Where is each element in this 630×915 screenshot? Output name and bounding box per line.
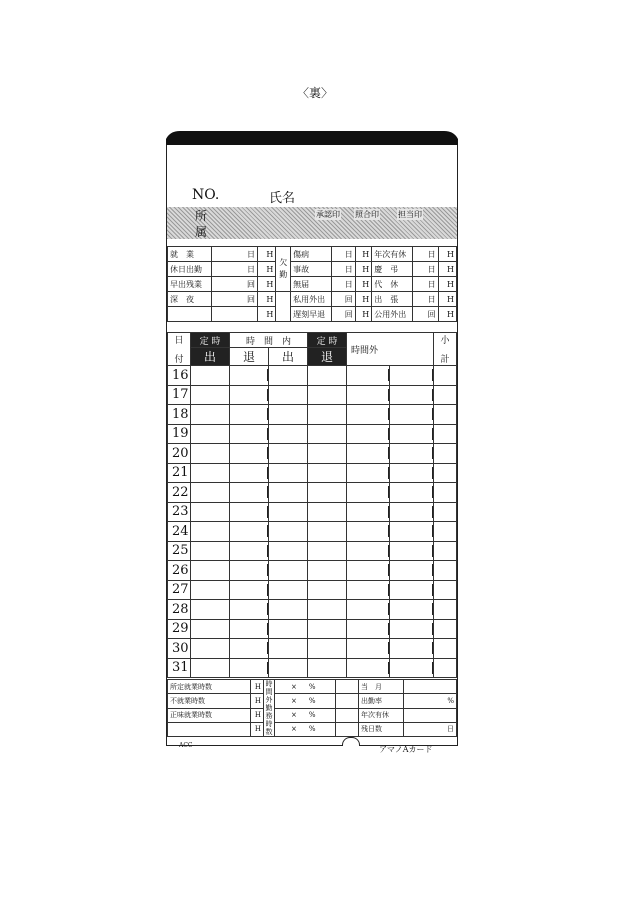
time-cell[interactable] bbox=[347, 405, 390, 425]
return-header: 出 bbox=[269, 348, 308, 366]
summary-label: 慶 弔 bbox=[372, 262, 413, 277]
time-cell[interactable] bbox=[191, 463, 230, 483]
card-brand: アマノAカード bbox=[379, 745, 433, 754]
totals-label: 正味就業時数 bbox=[168, 708, 251, 722]
summary-unit: 回 bbox=[331, 307, 355, 322]
time-cell[interactable] bbox=[230, 561, 269, 581]
time-cell[interactable] bbox=[308, 424, 347, 444]
totals-unit: H bbox=[251, 694, 264, 708]
time-cell[interactable] bbox=[308, 522, 347, 542]
percent-sign: % bbox=[308, 682, 316, 691]
rate-cell bbox=[275, 722, 336, 736]
totals-label bbox=[168, 722, 251, 736]
totals-row bbox=[168, 722, 457, 736]
time-cell[interactable] bbox=[390, 483, 434, 503]
time-cell[interactable] bbox=[347, 502, 390, 522]
time-cell[interactable] bbox=[269, 424, 308, 444]
summary-unit: 日 bbox=[212, 262, 258, 277]
multiply-sign: × bbox=[291, 696, 297, 705]
summary-label: 代 休 bbox=[372, 277, 413, 292]
verification-stamp-label: 照合印 bbox=[355, 210, 379, 219]
in-header: 出 bbox=[191, 348, 230, 366]
summary-unit: 日 bbox=[331, 247, 355, 262]
summary-unit: 日 bbox=[212, 247, 258, 262]
time-cell[interactable] bbox=[269, 580, 308, 600]
summary-label: 事故 bbox=[291, 262, 332, 277]
time-cell[interactable] bbox=[390, 522, 434, 542]
time-cell[interactable] bbox=[230, 385, 269, 405]
totals-right-unit bbox=[404, 680, 457, 694]
time-cell[interactable] bbox=[434, 561, 457, 581]
blank-cell bbox=[336, 694, 359, 708]
time-cell[interactable] bbox=[269, 385, 308, 405]
time-cell[interactable] bbox=[269, 639, 308, 659]
time-cell[interactable] bbox=[434, 522, 457, 542]
totals-right-unit: % bbox=[404, 694, 457, 708]
no-label: NO. bbox=[192, 187, 220, 203]
time-cell[interactable] bbox=[269, 483, 308, 503]
out-header: 退 bbox=[308, 348, 347, 366]
day-number: 29 bbox=[168, 619, 191, 639]
totals-right-unit bbox=[404, 708, 457, 722]
time-cell[interactable] bbox=[347, 580, 390, 600]
time-cell[interactable] bbox=[390, 619, 434, 639]
totals-right-label: 出勤率 bbox=[359, 694, 404, 708]
totals-right-unit: 日 bbox=[404, 722, 457, 736]
day-row bbox=[168, 483, 457, 503]
blank-cell bbox=[336, 680, 359, 694]
day-number: 28 bbox=[168, 600, 191, 620]
summary-hours: H bbox=[438, 247, 456, 262]
time-cell[interactable] bbox=[390, 463, 434, 483]
time-cell[interactable] bbox=[230, 541, 269, 561]
time-cell[interactable] bbox=[191, 366, 230, 386]
summary-hours: H bbox=[438, 262, 456, 277]
rate-cell bbox=[275, 694, 336, 708]
summary-hours: H bbox=[438, 307, 456, 322]
time-cell[interactable] bbox=[347, 366, 390, 386]
time-cell[interactable] bbox=[308, 541, 347, 561]
overtime-header: 時間外 bbox=[347, 333, 434, 366]
percent-sign: % bbox=[308, 696, 316, 705]
leave-header: 退 bbox=[230, 348, 269, 366]
summary-label: 休日出勤 bbox=[168, 262, 212, 277]
time-cell[interactable] bbox=[269, 600, 308, 620]
acc-mark: ACC bbox=[179, 742, 193, 749]
page-heading: 〈裏〉 bbox=[296, 86, 333, 100]
day-number: 24 bbox=[168, 522, 191, 542]
regular-out-header: 定 時 bbox=[308, 333, 347, 348]
summary-row bbox=[168, 307, 457, 322]
summary-hours: H bbox=[438, 292, 456, 307]
time-cell[interactable] bbox=[434, 405, 457, 425]
time-cell[interactable] bbox=[434, 639, 457, 659]
time-cell[interactable] bbox=[347, 385, 390, 405]
time-cell[interactable] bbox=[269, 522, 308, 542]
summary-row bbox=[168, 247, 457, 262]
day-row bbox=[168, 522, 457, 542]
time-cell[interactable] bbox=[308, 385, 347, 405]
summary-unit: 日 bbox=[412, 277, 438, 292]
day-row bbox=[168, 424, 457, 444]
summary-unit: 回 bbox=[412, 307, 438, 322]
day-header-1: 日 bbox=[174, 336, 184, 346]
day-row bbox=[168, 619, 457, 639]
department-label-1: 所 bbox=[195, 209, 208, 223]
totals-row bbox=[168, 708, 457, 722]
time-cell[interactable] bbox=[269, 502, 308, 522]
day-row bbox=[168, 600, 457, 620]
time-cell[interactable] bbox=[390, 600, 434, 620]
time-cell[interactable] bbox=[191, 502, 230, 522]
summary-label: 無届 bbox=[291, 277, 332, 292]
day-row bbox=[168, 502, 457, 522]
blank-cell bbox=[336, 708, 359, 722]
time-cell[interactable] bbox=[308, 502, 347, 522]
day-number: 31 bbox=[168, 658, 191, 678]
time-cell[interactable] bbox=[390, 580, 434, 600]
blank-cell bbox=[336, 722, 359, 736]
time-cell[interactable] bbox=[390, 424, 434, 444]
time-cell[interactable] bbox=[347, 483, 390, 503]
time-cell[interactable] bbox=[269, 541, 308, 561]
day-number: 17 bbox=[168, 385, 191, 405]
summary-label: 公用外出 bbox=[372, 307, 413, 322]
time-cell[interactable] bbox=[308, 639, 347, 659]
absence-label: 欠勤 bbox=[276, 247, 291, 292]
time-cell[interactable] bbox=[390, 561, 434, 581]
summary-hours: H bbox=[257, 292, 275, 307]
time-cell[interactable] bbox=[308, 580, 347, 600]
time-cell[interactable] bbox=[347, 600, 390, 620]
totals-right-label: 当 月 bbox=[359, 680, 404, 694]
time-cell[interactable] bbox=[308, 561, 347, 581]
summary-hours: H bbox=[355, 292, 372, 307]
summary-label bbox=[168, 307, 212, 322]
time-cell[interactable] bbox=[434, 483, 457, 503]
time-cell[interactable] bbox=[191, 639, 230, 659]
time-cell[interactable] bbox=[347, 463, 390, 483]
regular-in-header: 定 時 bbox=[191, 333, 230, 348]
day-row bbox=[168, 385, 457, 405]
summary-hours: H bbox=[355, 307, 372, 322]
day-row bbox=[168, 541, 457, 561]
summary-unit: 日 bbox=[331, 277, 355, 292]
summary-label: 深 夜 bbox=[168, 292, 212, 307]
rate-cell bbox=[275, 708, 336, 722]
multiply-sign: × bbox=[291, 682, 297, 691]
time-cell[interactable] bbox=[434, 385, 457, 405]
card-top-band bbox=[166, 131, 458, 145]
time-cell[interactable] bbox=[191, 619, 230, 639]
time-cell[interactable] bbox=[308, 483, 347, 503]
summary-label: 年次有休 bbox=[372, 247, 413, 262]
time-cell[interactable] bbox=[347, 619, 390, 639]
day-number: 25 bbox=[168, 541, 191, 561]
summary-hours: H bbox=[257, 247, 275, 262]
time-cell[interactable] bbox=[347, 522, 390, 542]
summary-unit: 回 bbox=[331, 292, 355, 307]
time-cell[interactable] bbox=[230, 658, 269, 678]
within-hours-header: 時 間 内 bbox=[230, 333, 308, 348]
summary-label: 早出残業 bbox=[168, 277, 212, 292]
day-row bbox=[168, 580, 457, 600]
summary-hours: H bbox=[355, 262, 372, 277]
time-cell[interactable] bbox=[191, 580, 230, 600]
day-row bbox=[168, 639, 457, 659]
time-cell[interactable] bbox=[308, 366, 347, 386]
totals-unit: H bbox=[251, 708, 264, 722]
time-cell[interactable] bbox=[434, 366, 457, 386]
summary-row bbox=[168, 292, 457, 307]
multiply-sign: × bbox=[291, 725, 297, 734]
time-cell[interactable] bbox=[191, 658, 230, 678]
time-cell[interactable] bbox=[308, 405, 347, 425]
summary-unit: 日 bbox=[412, 262, 438, 277]
day-row bbox=[168, 561, 457, 581]
time-cell[interactable] bbox=[434, 541, 457, 561]
time-cell[interactable] bbox=[230, 619, 269, 639]
totals-unit: H bbox=[251, 680, 264, 694]
day-number: 22 bbox=[168, 483, 191, 503]
summary-row bbox=[168, 262, 457, 277]
time-cell[interactable] bbox=[347, 658, 390, 678]
time-cell[interactable] bbox=[230, 639, 269, 659]
day-number: 26 bbox=[168, 561, 191, 581]
time-cell[interactable] bbox=[269, 405, 308, 425]
time-cell[interactable] bbox=[347, 424, 390, 444]
time-cell[interactable] bbox=[230, 502, 269, 522]
time-cell[interactable] bbox=[191, 600, 230, 620]
time-cell[interactable] bbox=[390, 658, 434, 678]
summary-hours: H bbox=[257, 262, 275, 277]
day-number: 21 bbox=[168, 463, 191, 483]
time-cell[interactable] bbox=[434, 502, 457, 522]
time-cell[interactable] bbox=[434, 600, 457, 620]
time-cell[interactable] bbox=[230, 580, 269, 600]
time-cell[interactable] bbox=[308, 619, 347, 639]
rate-cell bbox=[275, 680, 336, 694]
time-cell[interactable] bbox=[308, 444, 347, 464]
summary-unit: 日 bbox=[331, 262, 355, 277]
summary-label: 就 業 bbox=[168, 247, 212, 262]
time-cell[interactable] bbox=[269, 366, 308, 386]
day-number: 16 bbox=[168, 366, 191, 386]
subtotal-header-2: 計 bbox=[440, 355, 450, 365]
day-number: 27 bbox=[168, 580, 191, 600]
time-cell[interactable] bbox=[434, 444, 457, 464]
time-cell[interactable] bbox=[230, 600, 269, 620]
summary-table bbox=[167, 246, 457, 322]
day-row bbox=[168, 444, 457, 464]
day-number: 20 bbox=[168, 444, 191, 464]
time-cell[interactable] bbox=[191, 522, 230, 542]
day-number: 18 bbox=[168, 405, 191, 425]
time-cell[interactable] bbox=[230, 463, 269, 483]
day-row bbox=[168, 658, 457, 678]
summary-hours: H bbox=[355, 247, 372, 262]
summary-hours: H bbox=[355, 277, 372, 292]
time-cell[interactable] bbox=[230, 444, 269, 464]
time-cell[interactable] bbox=[390, 541, 434, 561]
time-cell[interactable] bbox=[191, 385, 230, 405]
time-cell[interactable] bbox=[191, 424, 230, 444]
time-cell[interactable] bbox=[308, 600, 347, 620]
time-cell[interactable] bbox=[230, 366, 269, 386]
totals-right-label: 年次有休 bbox=[359, 708, 404, 722]
summary-unit: 日 bbox=[412, 247, 438, 262]
summary-label: 私用外出 bbox=[291, 292, 332, 307]
time-cell[interactable] bbox=[390, 639, 434, 659]
time-cell[interactable] bbox=[269, 619, 308, 639]
staff-stamp-label: 担当印 bbox=[398, 210, 422, 219]
day-row bbox=[168, 405, 457, 425]
time-cell[interactable] bbox=[230, 483, 269, 503]
time-cell[interactable] bbox=[347, 639, 390, 659]
summary-hours: H bbox=[257, 277, 275, 292]
totals-table bbox=[167, 679, 457, 737]
time-card bbox=[166, 131, 458, 754]
time-cell[interactable] bbox=[434, 658, 457, 678]
day-row bbox=[168, 366, 457, 386]
time-cell[interactable] bbox=[390, 366, 434, 386]
time-cell[interactable] bbox=[269, 658, 308, 678]
time-cell[interactable] bbox=[230, 405, 269, 425]
time-cell[interactable] bbox=[269, 561, 308, 581]
time-cell[interactable] bbox=[191, 483, 230, 503]
time-cell[interactable] bbox=[347, 561, 390, 581]
time-cell[interactable] bbox=[191, 444, 230, 464]
time-cell[interactable] bbox=[434, 580, 457, 600]
subtotal-header-1: 小 bbox=[440, 336, 450, 346]
time-cell[interactable] bbox=[269, 444, 308, 464]
time-cell[interactable] bbox=[390, 502, 434, 522]
card-frame bbox=[166, 145, 458, 754]
approval-stamp-label: 承認印 bbox=[316, 210, 340, 219]
time-cell[interactable] bbox=[390, 444, 434, 464]
time-cell[interactable] bbox=[347, 541, 390, 561]
percent-sign: % bbox=[308, 725, 316, 734]
day-header-2: 付 bbox=[174, 355, 184, 365]
time-cell[interactable] bbox=[390, 385, 434, 405]
time-cell[interactable] bbox=[191, 405, 230, 425]
totals-label: 不就業時数 bbox=[168, 694, 251, 708]
summary-label: 遅刻早退 bbox=[291, 307, 332, 322]
blank-cell bbox=[276, 292, 291, 322]
day-row bbox=[168, 463, 457, 483]
totals-right-label: 残日数 bbox=[359, 722, 404, 736]
summary-hours: H bbox=[438, 277, 456, 292]
totals-unit: H bbox=[251, 722, 264, 736]
name-label: 氏名 bbox=[269, 191, 296, 206]
day-number: 23 bbox=[168, 502, 191, 522]
summary-row bbox=[168, 277, 457, 292]
totals-row bbox=[168, 680, 457, 694]
time-cell[interactable] bbox=[308, 463, 347, 483]
department-label-2: 属 bbox=[195, 225, 208, 239]
summary-unit: 日 bbox=[412, 292, 438, 307]
time-cell[interactable] bbox=[434, 619, 457, 639]
card-notch bbox=[342, 737, 360, 746]
summary-label: 出 張 bbox=[372, 292, 413, 307]
time-cell[interactable] bbox=[347, 444, 390, 464]
summary-unit bbox=[212, 307, 258, 322]
time-cell[interactable] bbox=[191, 541, 230, 561]
day-number: 19 bbox=[168, 424, 191, 444]
time-cell[interactable] bbox=[390, 405, 434, 425]
time-cell[interactable] bbox=[434, 463, 457, 483]
time-cell[interactable] bbox=[434, 424, 457, 444]
time-grid bbox=[167, 332, 457, 678]
totals-row bbox=[168, 694, 457, 708]
overtime-hours-vertical-label: 時間外勤務時数 bbox=[265, 680, 273, 736]
summary-hours: H bbox=[257, 307, 275, 322]
time-cell[interactable] bbox=[308, 658, 347, 678]
multiply-sign: × bbox=[291, 711, 297, 720]
summary-label: 傷病 bbox=[291, 247, 332, 262]
day-number: 30 bbox=[168, 639, 191, 659]
time-cell[interactable] bbox=[191, 561, 230, 581]
time-cell[interactable] bbox=[269, 463, 308, 483]
summary-unit: 回 bbox=[212, 292, 258, 307]
summary-unit: 回 bbox=[212, 277, 258, 292]
time-cell[interactable] bbox=[230, 424, 269, 444]
percent-sign: % bbox=[308, 711, 316, 720]
time-cell[interactable] bbox=[230, 522, 269, 542]
totals-label: 所定就業時数 bbox=[168, 680, 251, 694]
